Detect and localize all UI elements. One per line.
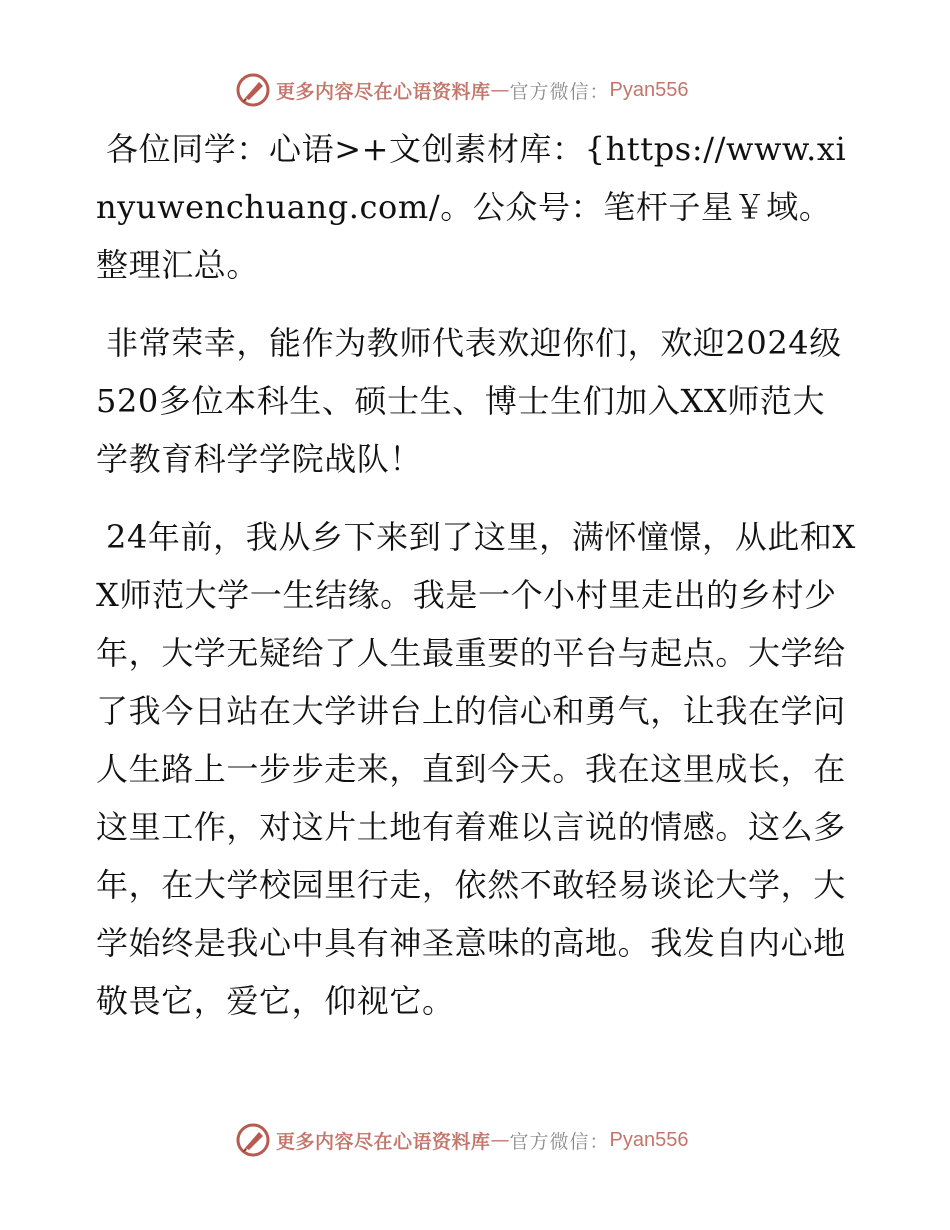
document-body	[96, 120, 856, 1050]
paragraph-welcome: 非常荣幸，能作为教师代表欢迎你们，欢迎2024级520多位本科生、硕士生、博士生们加入XX师范大学教育科学学院战队！	[96, 324, 842, 478]
banner-wechat-label: 官方微信：	[509, 1130, 610, 1153]
pen-logo-icon	[236, 1123, 270, 1157]
banner-dash: —	[490, 79, 510, 101]
banner-main-text: 更多内容尽在心语资料库	[276, 1130, 491, 1153]
banner-wechat-handle: Pyan556	[609, 1128, 689, 1151]
header-banner	[236, 72, 689, 108]
banner-wechat-handle: Pyan556	[609, 78, 689, 101]
banner-wechat-label: 官方微信：	[509, 80, 610, 103]
pen-logo-icon	[236, 73, 270, 107]
banner-main-text: 更多内容尽在心语资料库	[276, 80, 491, 103]
paragraph-greeting: 各位同学：心语>+文创素材库：{https://www.xinyuwenchuang.com/。公众号：笔杆子星￥域。整理汇总。	[96, 130, 847, 284]
banner-dash: —	[490, 1129, 510, 1151]
paragraph-story: 24年前，我从乡下来到了这里，满怀憧憬，从此和XX师范大学一生结缘。我是一个小村里走出的乡村少年，大学无疑给了人生最重要的平台与起点。大学给了我今日站在大学讲台上的信心和勇气，让我在学问人生路上一步步走来，直到今天。我在这里成长，在这里工作，对这片土地有着难以言说的情感。这么多年，在大学校园里行走，依然不敢轻易谈论大学，大学始终是我心中具有神圣意味的高地。我发自内心地敬畏它，爱它，仰视它。	[96, 518, 856, 1020]
footer-banner	[236, 1122, 689, 1158]
